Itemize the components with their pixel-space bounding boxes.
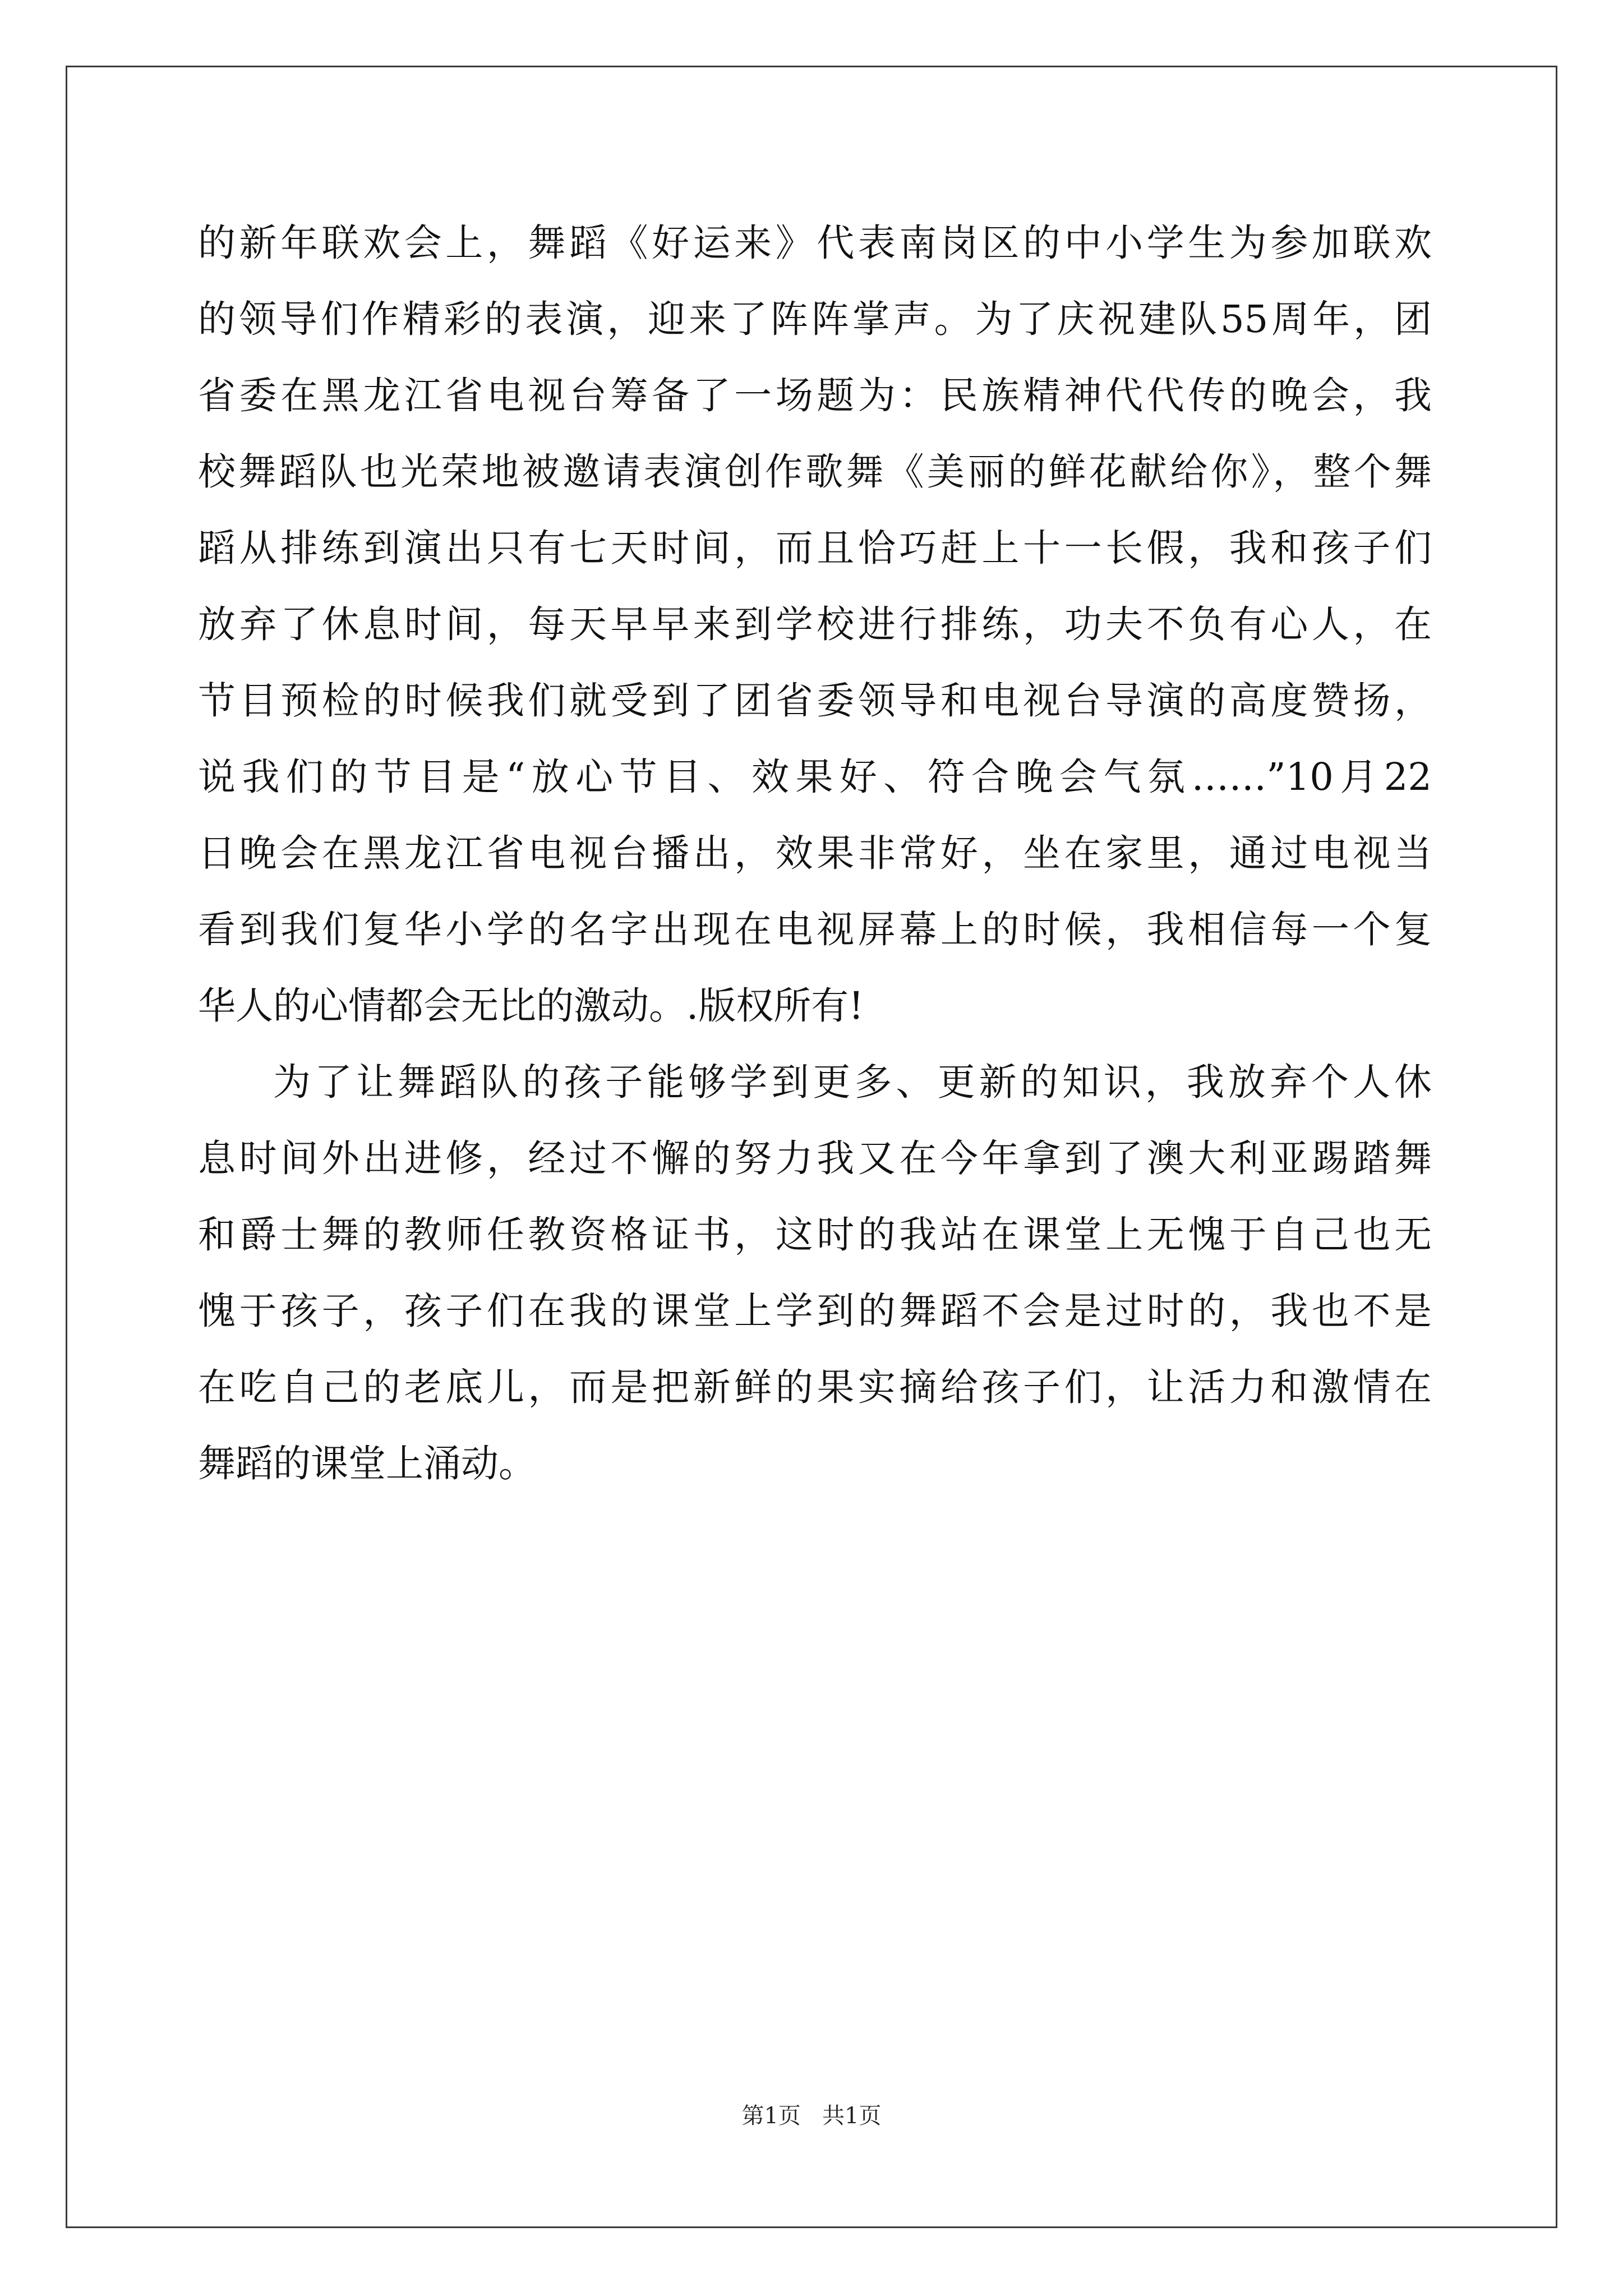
text-line: 放弃了休息时间，每天早早来到学校进行排练，功夫不负有心人，在 <box>198 602 1432 646</box>
text-line: 说我们的节目是“放心节目、效果好、符合晚会气氛……”10月22 <box>198 755 1432 799</box>
text-line: 为了让舞蹈队的孩子能够学到更多、更新的知识，我放弃个人休 <box>273 1060 1432 1104</box>
text-line: 舞蹈的课堂上涌动。 <box>198 1442 536 1485</box>
text-line: 息时间外出进修，经过不懈的努力我又在今年拿到了澳大利亚踢踏舞 <box>198 1137 1432 1180</box>
text-line: 在吃自己的老底儿，而是把新鲜的果实摘给孩子们，让活力和激情在 <box>198 1365 1432 1409</box>
paragraph <box>198 1044 1432 1502</box>
text-line: 和爵士舞的教师任教资格证书，这时的我站在课堂上无愧于自己也无 <box>198 1213 1432 1257</box>
text-line: 的新年联欢会上，舞蹈《好运来》代表南岗区的中小学生为参加联欢 <box>198 221 1432 265</box>
document-body <box>198 205 1432 1502</box>
text-line: 日晚会在黑龙江省电视台播出，效果非常好，坐在家里，通过电视当 <box>198 831 1432 875</box>
text-line: 华人的心情都会无比的激动。.版权所有! <box>198 984 864 1028</box>
text-line: 校舞蹈队也光荣地被邀请表演创作歌舞《美丽的鲜花献给你》，整个舞 <box>198 450 1432 494</box>
text-line: 愧于孩子，孩子们在我的课堂上学到的舞蹈不会是过时的，我也不是 <box>198 1289 1432 1333</box>
text-line: 看到我们复华小学的名字出现在电视屏幕上的时候，我相信每一个复 <box>198 908 1432 951</box>
text-line: 蹈从排练到演出只有七天时间，而且恰巧赶上十一长假，我和孩子们 <box>198 526 1432 570</box>
text-line: 省委在黑龙江省电视台筹备了一场题为：民族精神代代传的晚会，我 <box>198 374 1432 417</box>
text-line: 节目预检的时候我们就受到了团省委领导和电视台导演的高度赞扬， <box>198 679 1432 723</box>
paragraph <box>198 205 1432 1044</box>
page-number: 第1页 共1页 <box>741 2103 882 2129</box>
text-line: 的领导们作精彩的表演，迎来了阵阵掌声。为了庆祝建队55周年，团 <box>198 297 1432 341</box>
